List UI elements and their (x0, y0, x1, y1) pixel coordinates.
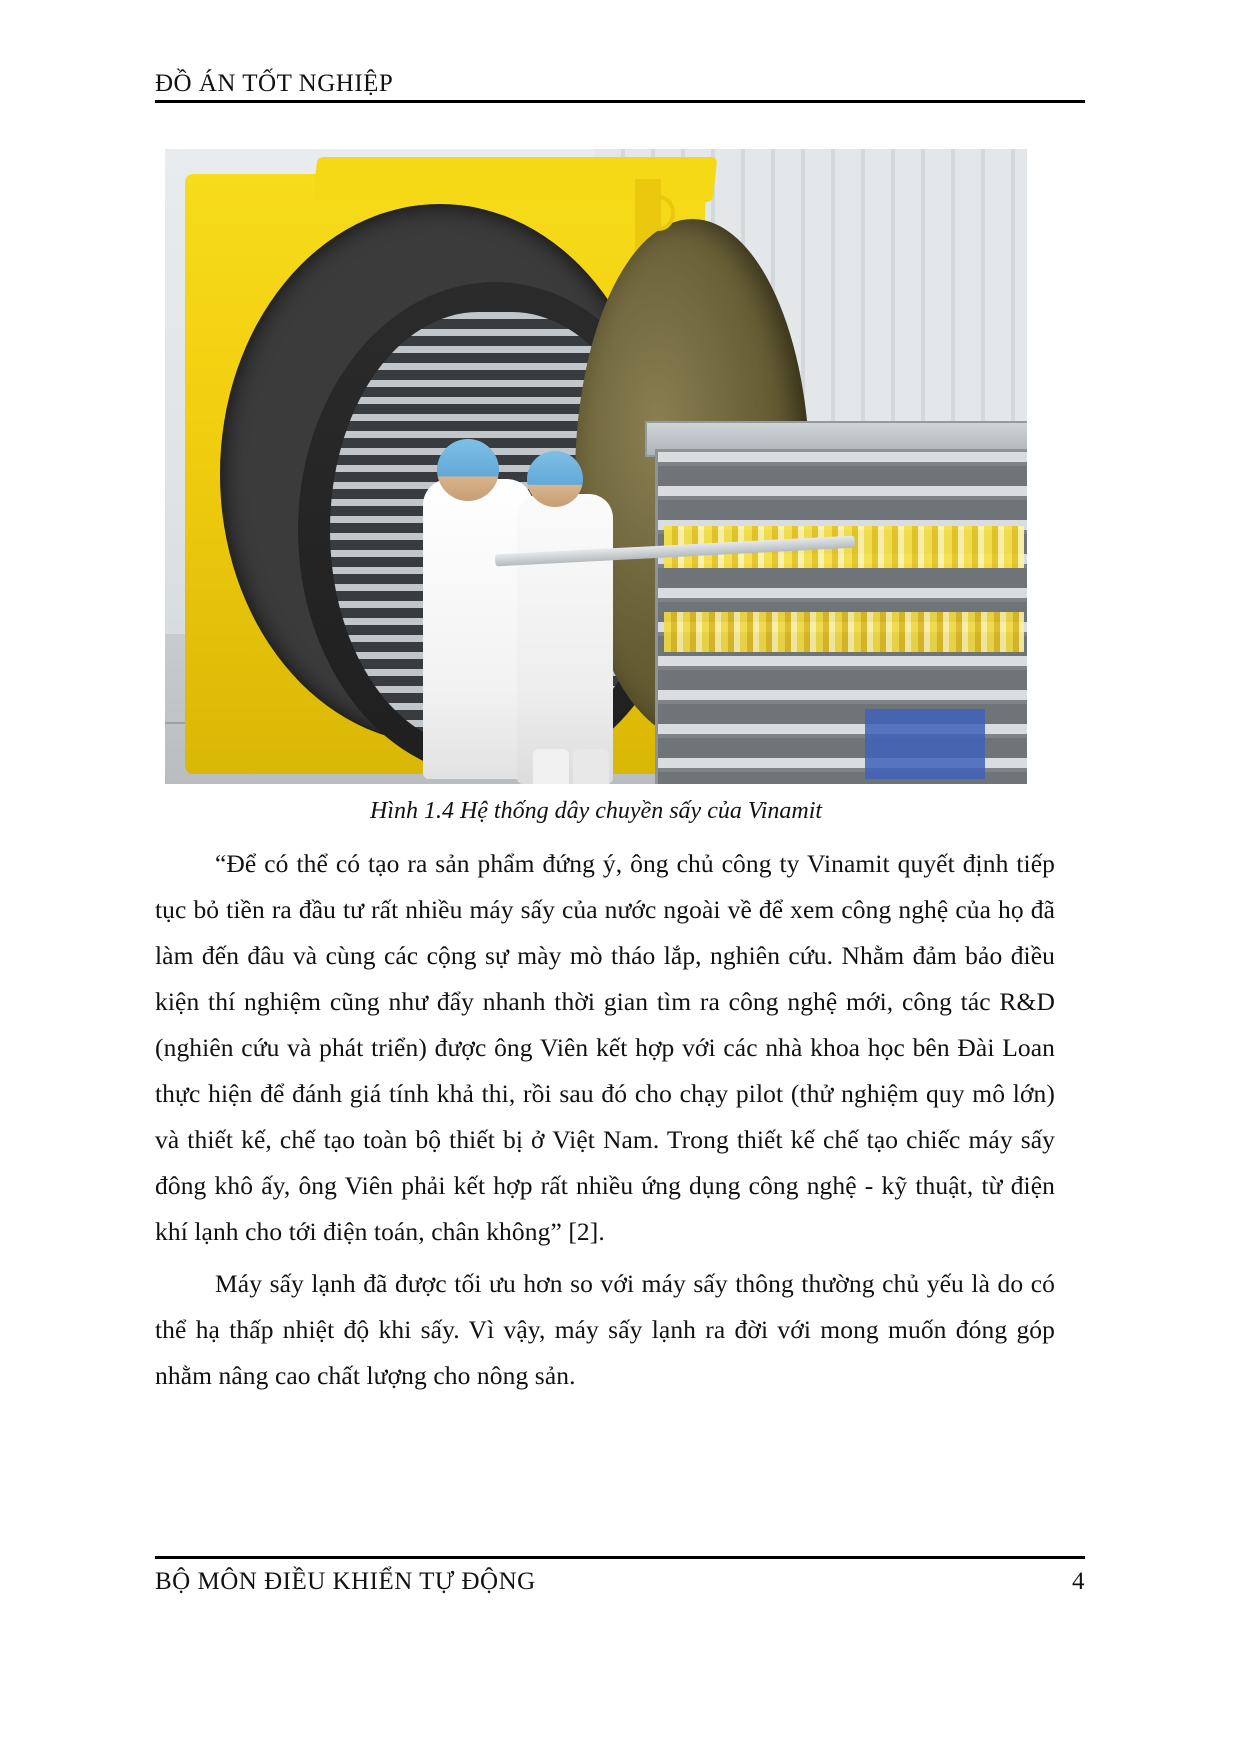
page-content (155, 70, 1085, 1399)
paragraph-1: “Để có thể có tạo ra sản phẩm đứng ý, ông chủ công ty Vinamit quyết định tiếp tục bỏ tiền ra đầu tư rất nhiều máy sấy của nước ngoài về để xem công nghệ của họ đã làm đến đâu và cùng các cộng sự mày mò tháo lắp, nghiên cứu. Nhằm đảm bảo điều kiện thí nghiệm cũng như đẩy nhanh thời gian tìm ra công nghệ mới, công tác R&D (nghiên cứu và phát triển) được ông Viên kết hợp với các nhà khoa học bên Đài Loan thực hiện để đánh giá tính khả thi, rồi sau đó cho chạy pilot (thử nghiệm quy mô lớn) và thiết kế, chế tạo toàn bộ thiết bị ở Việt Nam. Trong thiết kế chế tạo chiếc máy sấy đông khô ấy, ông Viên phải kết hợp rất nhiều ứng dụng công nghệ - kỹ thuật, từ điện khí lạnh cho tới điện toán, chân không” [2]. (155, 849, 1055, 1246)
photo-worker-right-body (517, 494, 613, 784)
page-footer (155, 1568, 1085, 1596)
header-title: ĐỒ ÁN TỐT NGHIỆP (155, 70, 394, 97)
photo-tray-product-lower (664, 612, 1024, 652)
footer-divider (155, 1556, 1085, 1559)
photo-worker-boot-left (533, 749, 569, 784)
figure-caption: Hình 1.4 Hệ thống dây chuyền sấy của Vinamit (369, 798, 823, 824)
paragraph-2: Máy sấy lạnh đã được tối ưu hơn so với máy sấy thông thường chủ yếu là do có thể hạ thấp nhiệt độ khi sấy. Vì vậy, máy sấy lạnh ra đời với mong muốn đóng góp nhằm nâng cao chất lượng cho nông sản. (155, 1269, 1055, 1390)
photo-door-hook (643, 195, 675, 231)
figure-1-4 (165, 149, 1027, 825)
photo-worker-boot-right (573, 749, 609, 784)
figure-image (165, 149, 1027, 784)
page-header (155, 70, 1085, 109)
photo-worker-right-head (527, 451, 583, 507)
header-divider (155, 100, 1085, 103)
footer-department: BỘ MÔN ĐIỀU KHIỂN TỰ ĐỘNG (155, 1568, 536, 1595)
photo-blue-bin (865, 709, 985, 779)
photo-worker-left-head (437, 439, 499, 501)
footer-page-number: 4 (1072, 1568, 1085, 1595)
body-text (155, 841, 1055, 1399)
